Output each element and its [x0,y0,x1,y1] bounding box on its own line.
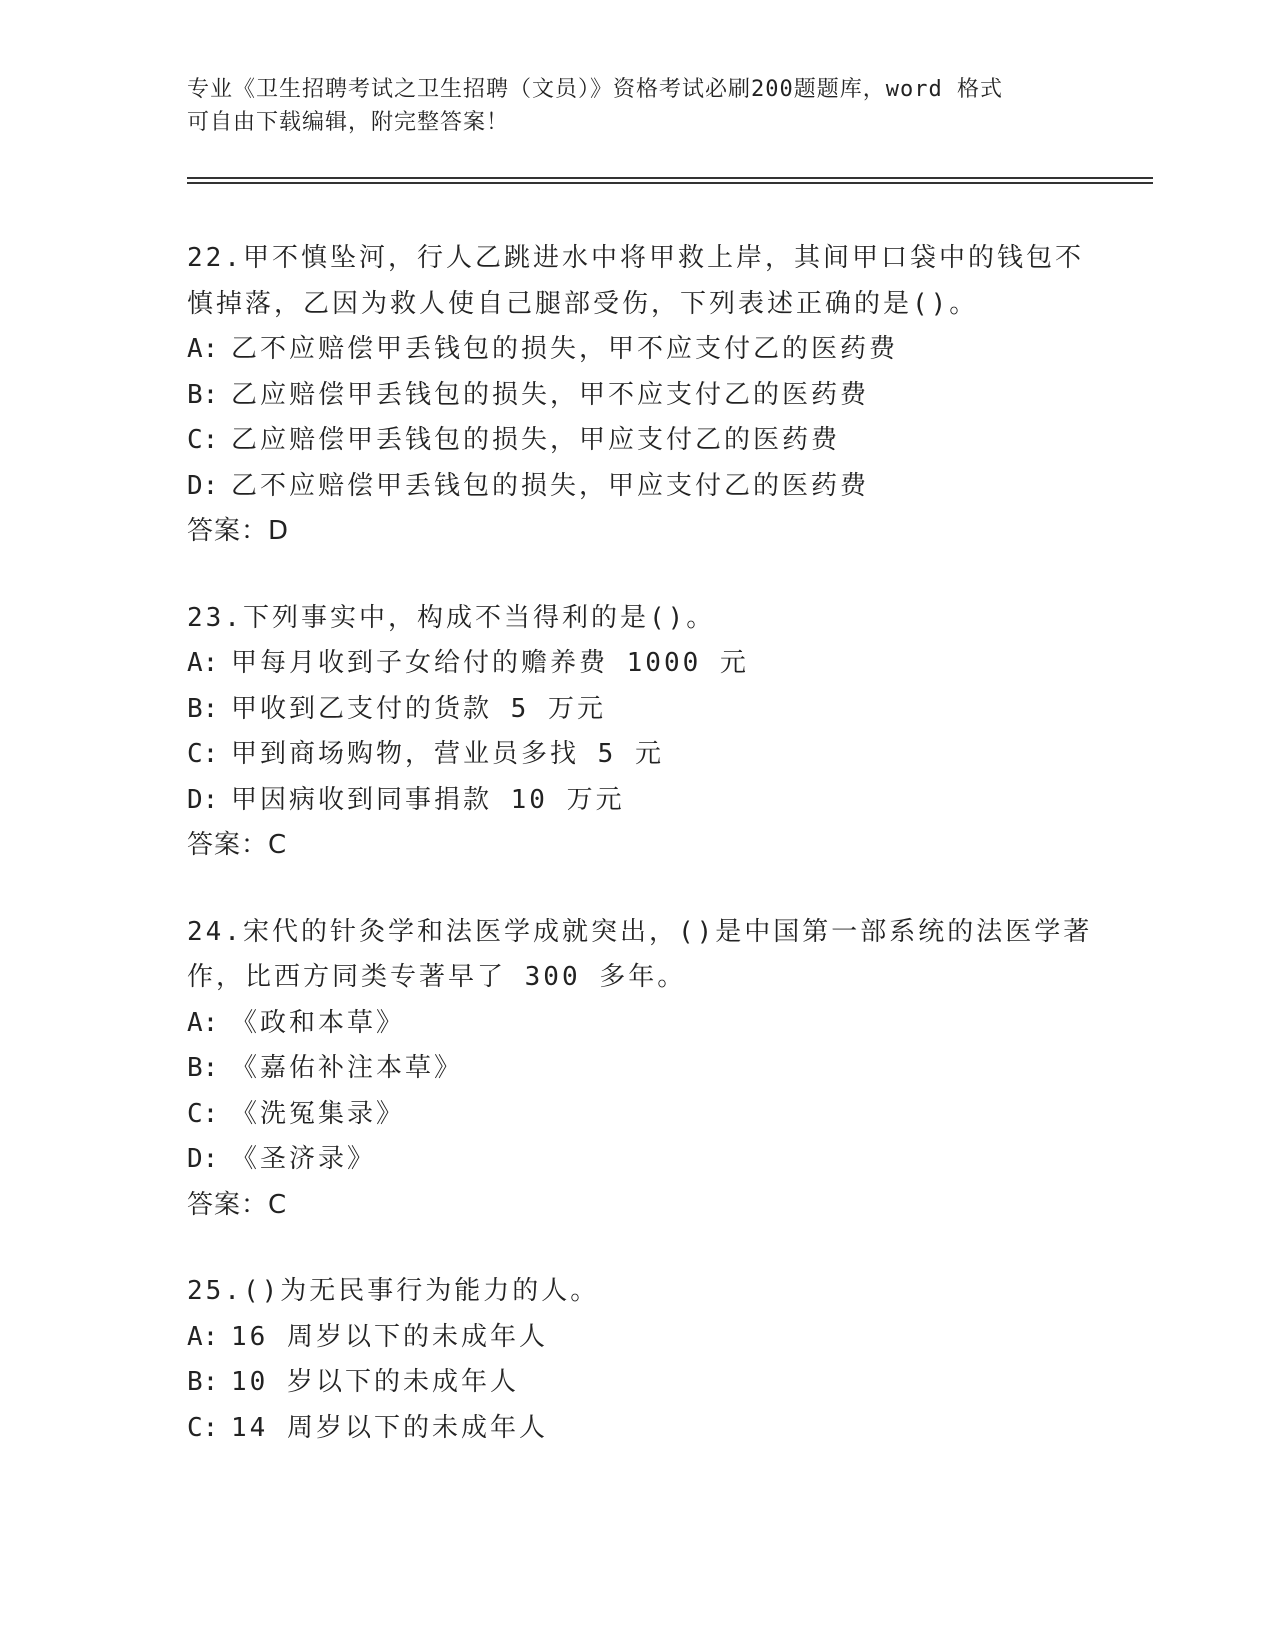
option-c [187,418,1087,464]
option-letter: C: [187,1098,219,1129]
option-letter: D: [187,784,219,815]
question-25 [187,1269,1087,1451]
option-a [187,641,1087,687]
answer-line: 答案：C [187,830,288,860]
option-text: 乙不应赔偿甲丢钱包的损失，甲不应支付乙的医药费 [231,334,899,364]
option-d [187,778,1087,824]
option-text: 甲收到乙支付的货款 5 万元 [231,693,606,724]
answer-line: 答案：C [187,1189,288,1220]
option-letter: A: [187,648,219,678]
option-b [187,1360,1087,1406]
header-divider-top [187,177,1153,179]
header-line-2: 可自由下载编辑，附完整答案！ [187,110,510,135]
option-text: 《洗冤集录》 [231,1098,406,1129]
question-stem-line: 23.下列事实中，构成不当得利的是()。 [187,602,716,633]
option-letter: A: [187,334,219,364]
question-23 [187,596,1087,869]
header-divider-bottom [187,182,1153,184]
option-a [187,1315,1087,1361]
option-d [187,464,1087,510]
option-letter: D: [187,470,219,501]
question-24 [187,910,1093,1229]
option-text: 甲每月收到子女给付的赡养费 1000 元 [231,648,749,678]
option-text: 《嘉佑补注本草》 [231,1053,464,1083]
option-b [187,373,1087,419]
option-text: 乙应赔偿甲丢钱包的损失，甲应支付乙的医药费 [231,425,841,455]
option-text: 甲到商场购物，营业员多找 5 元 [231,739,664,769]
option-letter: A: [187,1321,219,1352]
question-22 [187,236,1087,555]
option-text: 14 周岁以下的未成年人 [231,1412,548,1443]
option-a [187,327,1087,373]
option-c [187,1092,1087,1138]
option-letter: D: [187,1144,219,1174]
question-stem-line: 作，比西方同类专著早了 300 多年。 [187,962,687,992]
option-text: 16 周岁以下的未成年人 [231,1321,548,1352]
header-line-1: 专业《卫生招聘考试之卫生招聘（文员）》资格考试必刷200题题库，word 格式 [187,77,1003,102]
option-c [187,732,1087,778]
option-a [187,1001,1087,1047]
option-text: 《政和本草》 [231,1007,406,1038]
option-letter: B: [187,1367,219,1397]
option-b [187,687,1087,733]
option-letter: C: [187,1412,219,1443]
option-text: 《圣济录》 [231,1144,377,1174]
option-c [187,1406,1087,1452]
question-list [187,236,1093,1492]
option-letter: B: [187,379,219,410]
question-stem-line: 25.()为无民事行为能力的人。 [187,1276,600,1306]
option-letter: C: [187,739,219,769]
question-stem-line: 24.宋代的针灸学和法医学成就突出，()是中国第一部系统的法医学著 [187,916,1093,947]
option-letter: A: [187,1007,219,1038]
option-b [187,1046,1087,1092]
option-letter: C: [187,425,219,455]
option-letter: B: [187,693,219,724]
document-header [187,73,1067,139]
question-stem-line: 22.甲不慎坠河，行人乙跳进水中将甲救上岸，其间甲口袋中的钱包不 [187,243,1084,273]
option-letter: B: [187,1053,219,1083]
question-stem-line: 慎掉落，乙因为救人使自己腿部受伤，下列表述正确的是()。 [187,288,979,319]
option-text: 10 岁以下的未成年人 [231,1367,519,1397]
option-d [187,1137,1087,1183]
answer-line: 答案：D [187,516,290,546]
option-text: 甲因病收到同事捐款 10 万元 [231,784,625,815]
option-text: 乙应赔偿甲丢钱包的损失，甲不应支付乙的医药费 [231,379,870,410]
option-text: 乙不应赔偿甲丢钱包的损失，甲应支付乙的医药费 [231,470,870,501]
